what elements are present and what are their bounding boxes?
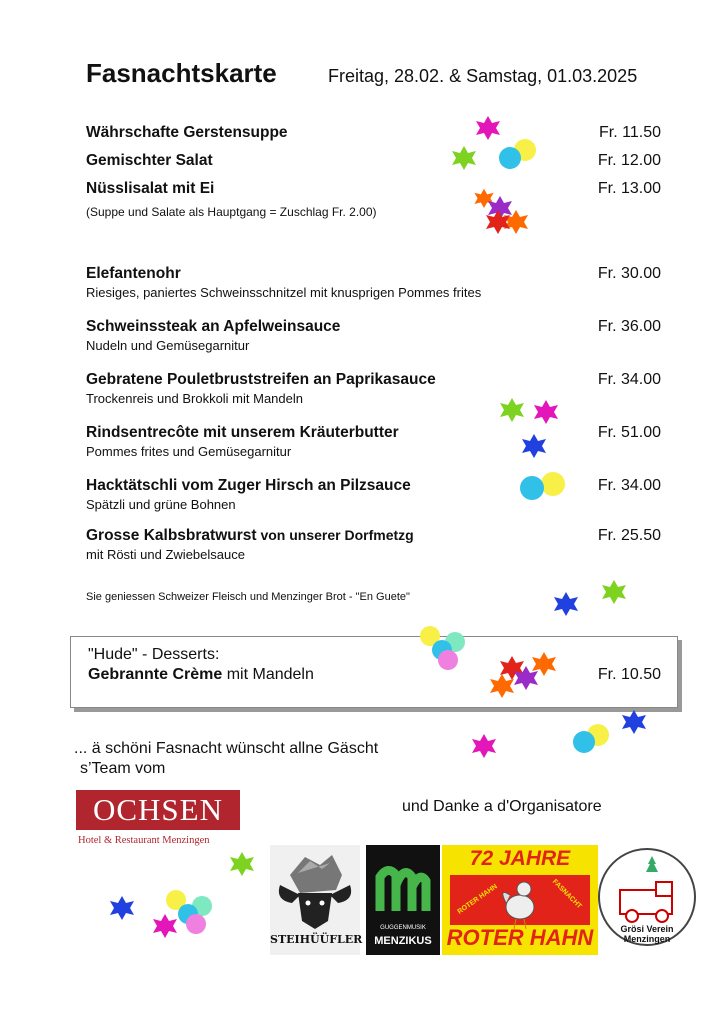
confetti-dot xyxy=(166,890,186,910)
confetti-star xyxy=(554,592,578,616)
page-title: Fasnachtskarte xyxy=(86,58,277,88)
confetti-star xyxy=(500,398,524,422)
confetti-dot xyxy=(186,914,206,934)
main-dish-name-bold: Grosse Kalbsbratwurst xyxy=(86,527,257,544)
roter-hahn-name: ROTER HAHN xyxy=(446,925,594,950)
main-dish-price: Fr. 34.00 xyxy=(597,477,661,494)
main-dish-desc: Trockenreis und Brokkoli mit Mandeln xyxy=(86,391,303,406)
main-dish-price: Fr. 36.00 xyxy=(597,318,661,335)
dessert-name-bold: Gebrannte Crème xyxy=(88,666,223,683)
greeting-line: s’Team vom xyxy=(80,760,166,777)
confetti-dot xyxy=(499,147,521,169)
roter-hahn-years: 72 JAHRE xyxy=(469,847,571,870)
main-dish-name: Elefantenohr xyxy=(86,265,181,282)
confetti-dot xyxy=(541,472,565,496)
dessert-price: Fr. 10.50 xyxy=(597,666,661,683)
menzikus-emblem xyxy=(366,845,440,925)
roter-hahn-side-right: FASNACHT xyxy=(550,878,583,911)
thanks-text: und Danke a d'Organisatore xyxy=(402,798,602,815)
rooster-icon xyxy=(498,873,542,929)
ochsen-logo: OCHSEN xyxy=(76,790,240,830)
ochsen-logo-subtitle: Hotel & Restaurant Menzingen xyxy=(78,835,210,846)
confetti-star xyxy=(486,210,510,234)
dessert-heading: "Hude" - Desserts: xyxy=(88,646,220,663)
confetti-dot xyxy=(178,904,198,924)
main-dish-desc: Spätzli und grüne Bohnen xyxy=(86,497,236,512)
main-dish-price: Fr. 25.50 xyxy=(597,527,661,544)
confetti-star xyxy=(474,189,493,208)
confetti-star xyxy=(522,434,546,458)
starter-price: Fr. 12.00 xyxy=(597,152,661,169)
confetti-dot xyxy=(573,731,595,753)
meat-note: Sie geniessen Schweizer Fleisch und Menzinger Brot - "En Guete" xyxy=(86,591,410,603)
main-dish-desc: Nudeln und Gemüsegarnitur xyxy=(86,338,250,353)
confetti-dot xyxy=(587,724,609,746)
confetti-dot xyxy=(192,896,212,916)
menzikus-text: MENZIKUS xyxy=(374,935,432,947)
confetti-star xyxy=(452,146,476,170)
main-dish-price: Fr. 34.00 xyxy=(597,371,661,388)
main-dish-name: Hacktätschli vom Zuger Hirsch an Pilzsauce xyxy=(86,477,411,494)
confetti-star xyxy=(534,400,558,424)
confetti-dot xyxy=(514,139,536,161)
menzikus-logo xyxy=(366,845,440,955)
starter-price: Fr. 11.50 xyxy=(599,124,661,141)
confetti-star xyxy=(476,116,500,140)
starter-name: Währschafte Gerstensuppe xyxy=(86,124,288,141)
dessert-name xyxy=(88,666,314,684)
confetti-star xyxy=(602,580,626,604)
groesi-verein-logo xyxy=(598,848,696,946)
main-dish-price: Fr. 51.00 xyxy=(597,424,661,441)
main-dish-name: Gebratene Pouletbruststreifen an Paprikasauce xyxy=(86,371,436,388)
confetti-star xyxy=(110,896,134,920)
main-dish-name: Schweinssteak an Apfelweinsauce xyxy=(86,318,341,335)
event-dates: Freitag, 28.02. & Samstag, 01.03.2025 xyxy=(328,66,638,86)
main-dish-desc: Pommes frites und Gemüsegarnitur xyxy=(86,444,292,459)
confetti-star xyxy=(622,710,646,734)
roter-hahn-logo xyxy=(442,845,598,955)
steihuefler-text: STEIHÜÜFLER xyxy=(270,933,363,946)
starter-name: Nüsslisalat mit Ei xyxy=(86,180,215,197)
steihuefler-logo xyxy=(270,845,363,955)
main-dish-price: Fr. 30.00 xyxy=(597,265,661,282)
main-dish-name xyxy=(86,527,414,545)
main-dish-name-extra: von unserer Dorfmetzg xyxy=(256,527,414,543)
main-dish-desc: Riesiges, paniertes Schweinsschnitzel mit knusprigen Pommes frites xyxy=(86,285,482,300)
confetti-dot xyxy=(520,476,544,500)
starter-price: Fr. 13.00 xyxy=(597,180,661,197)
dessert-name-rest: mit Mandeln xyxy=(222,666,314,683)
confetti-star xyxy=(504,210,528,234)
confetti-star xyxy=(472,734,496,758)
starters-note: (Suppe und Salate als Hauptgang = Zuschlag Fr. 2.00) xyxy=(86,205,377,219)
confetti-star xyxy=(153,914,177,938)
greeting-line: ... ä schöni Fasnacht wünscht allne Gäscht xyxy=(74,740,379,757)
main-dish-name: Rindsentrecôte mit unserem Kräuterbutter xyxy=(86,424,399,441)
confetti-star xyxy=(230,852,254,876)
starter-name: Gemischter Salat xyxy=(86,152,213,169)
menzikus-small-text: GUGGENMUSIK xyxy=(380,925,426,931)
confetti-star xyxy=(488,196,512,220)
groesi-text: Grösi Verein Menzingen xyxy=(620,924,674,944)
roter-hahn-side-left: ROTER HAHN xyxy=(456,883,499,916)
main-dish-desc: mit Rösti und Zwiebelsauce xyxy=(86,547,245,562)
